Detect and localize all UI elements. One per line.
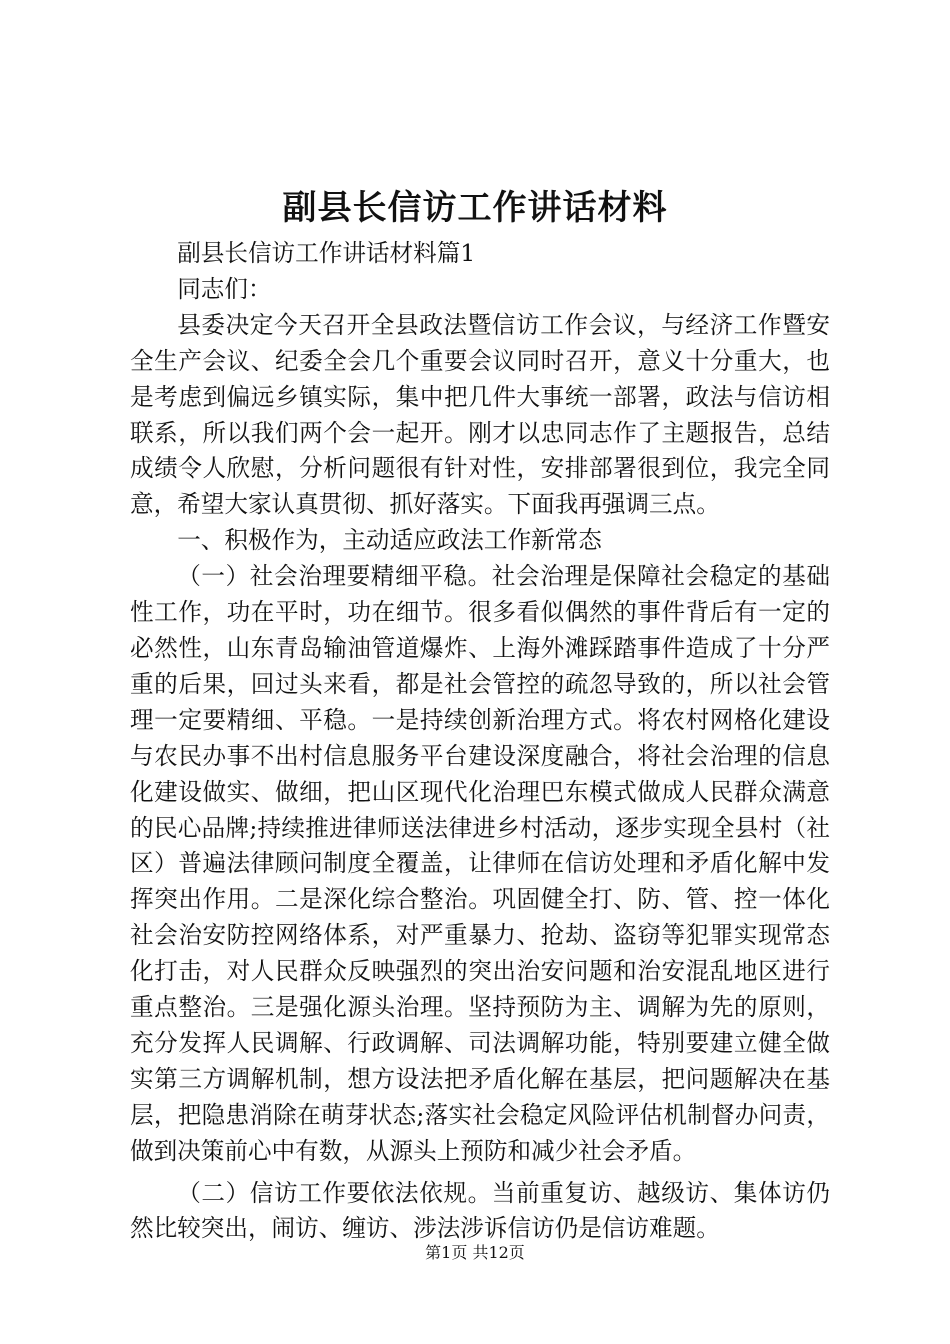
body-paragraph: （一）社会治理要精细平稳。社会治理是保障社会稳定的基础性工作，功在平时，功在细节。很多看似偶然的事件背后有一定的必然性，山东青岛输油管道爆炸、上海外滩踩踏事件造成了十分严重的后果，回过头来看，都是社会管控的疏忽导致的，所以社会管理一定要精细、平稳。一是持续创新治理方式。将农村网格化建设与农民办事不出村信息服务平台建设深度融合，将社会治理的信息化建设做实、做细，把山区现代化治理巴东模式做成人民群众满意的民心品牌;持续推进律师送法律进乡村活动，逐步实现全县村（社区）普遍法律顾问制度全覆盖，让律师在信访处理和矛盾化解中发挥突出作用。二是深化综合整治。巩固健全打、防、管、控一体化社会治安防控网络体系，对严重暴力、抢劫、盗窃等犯罪实现常态化打击，对人民群众反映强烈的突出治安问题和治安混乱地区进行重点整治。三是强化源头治理。坚持预防为主、调解为先的原则，充分发挥人民调解、行政调解、司法调解功能，特别要建立健全做实第三方调解机制，想方设法把矛盾化解在基层，把问题解决在基层，把隐患消除在萌芽状态;落实社会稳定风险评估机制督办问责，做到决策前心中有数，从源头上预防和减少社会矛盾。 [130, 562, 830, 1165]
page-footer: 第1页 共12页 [425, 1243, 525, 1262]
document-body [130, 236, 830, 1247]
body-paragraph: （二）信访工作要依法依规。当前重复访、越级访、集体访仍然比较突出，闹访、缠访、涉法涉诉信访仍是信访难题。 [130, 1178, 830, 1243]
subsection-heading: 一、积极作为，主动适应政法工作新常态 [177, 526, 602, 555]
section-heading: 副县长信访工作讲话材料篇1 [177, 239, 476, 267]
salutation: 同志们： [177, 274, 272, 303]
body-paragraph: 县委决定今天召开全县政法暨信访工作会议，与经济工作暨安全生产会议、纪委全会几个重要会议同时召开，意义十分重大，也是考虑到偏远乡镇实际，集中把几件大事统一部署，政法与信访相联系，所以我们两个会一起开。刚才以忠同志作了主题报告，总结成绩令人欣慰，分析问题很有针对性，安排部署很到位，我完全同意，希望大家认真贯彻、抓好落实。下面我再强调三点。 [130, 310, 830, 519]
document-title: 副县长信访工作讲话材料 [282, 188, 668, 228]
